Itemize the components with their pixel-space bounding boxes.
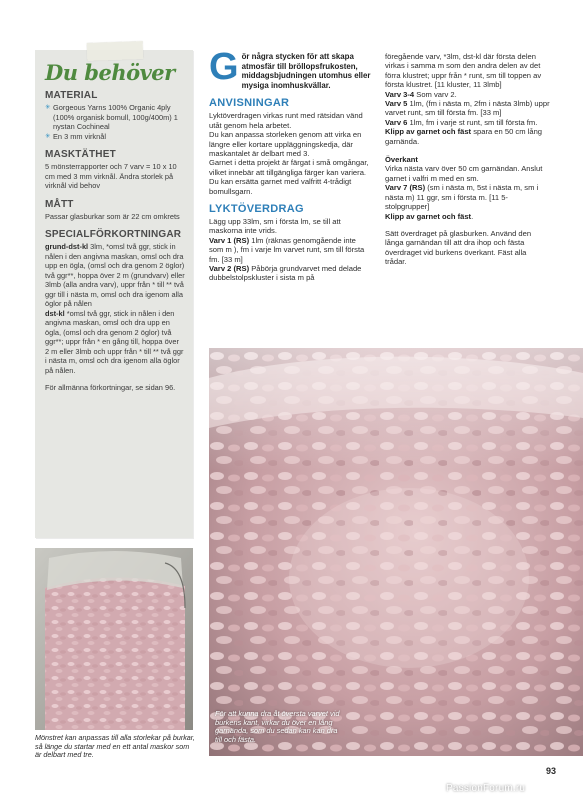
row-label: Varv 7 (RS) [385,183,426,193]
top-edge-heading: Överkant [385,155,418,165]
step-label: Klipp av garnet och fäst [385,211,472,221]
row-label: Varv 2 (RS) [209,264,250,274]
middle-column [209,46,371,283]
gauge-text: 5 mönsterrapporter och 7 varv = 10 x 10 cm med 3 mm virknål. Ändra storlek på virknål vid behov [45,162,177,190]
card-title: Du behöver [45,60,175,85]
term: dst-kl [45,308,65,318]
gauge-heading: MASKTÄTHET [45,149,116,160]
row-6 [385,118,550,127]
special-abbrev-1 [45,242,185,309]
step-label: Klipp av garnet och fäst [385,127,472,137]
fasten-off-1 [385,127,550,146]
tape-decoration [87,41,144,61]
row-text: Påbörja grundvarvet med delade dubbelstolpskluster i sista m på [209,264,362,283]
right-column [385,52,550,267]
term: grund-dst-kl [45,242,89,251]
row-text: 1lm, fm i varje st runt, sm till första fm. [407,117,538,127]
finishing-text: Sätt överdraget på glasburken. Använd den långa garnändan till att dra ihop och fästa överdraget vid burkens överkant. Fäst alla trådar. [385,228,532,267]
special-heading: SPECIALFÖRKORTNINGAR [45,229,182,240]
abbrev-reference: För allmänna förkortningar, se sidan 96. [45,383,176,392]
size-text: Passar glasburkar som är 22 cm omkrets [45,211,180,221]
step-text: . [471,211,474,221]
row-3-4 [385,90,550,99]
row-2 [209,264,371,283]
row-label: Varv 6 [385,117,408,127]
cover-heading: LYKTÖVERDRAG [209,203,304,216]
photo-caption: För att kunna dra åt översta varvet vid burkens kant, virkar du över en lång garnända, som du sedan kan kan dra till och fästa. [215,709,340,744]
row-1 [209,236,371,264]
material-item: ✳ En 3 mm virknål [45,132,185,142]
row-text: (sm i nästa m, 5st i nästa m, sm i nästa m) 11 ggr, sm i första m. [11 5-stolpgrupper] [385,183,539,212]
crochet-closeup-image [209,348,583,756]
photo-caption: Mönstret kan anpassas till alla storlekar på burkar, så länge du startar med en ett antal maskor som är delbart med tre. [35,733,195,760]
crochet-jar-photo [35,548,193,730]
material-item: ✳ Gorgeous Yarns 100% Organic 4ply (100% organisk bomull, 100g/400m) 1 nystan Cochineal [45,103,185,132]
page-number: 93 [546,766,557,776]
materials-card [35,50,193,538]
step-text: spara en 50 cm lång garnända. [385,127,543,146]
definition: *omsl två ggr, stick in nålen i den angivna maskan, omsl och dra upp en ögla, (omsl och dra genom 2 öglor) två ggr**; uppr från * en gång till, hoppa över 2 m eller 3lmb och uppr från * till ** två ggr i nästa m, omsl och dra igenom alla öglor på nålen. [45,308,184,375]
size-heading: MÅTT [45,198,74,210]
row-label: Varv 3-4 [385,89,415,99]
row-5 [385,99,550,118]
row-text: 1lm (räknas genomgående inte som m ), fm i varje lm varvet runt, sm till första fm. [33 m] [209,235,365,264]
paragraph: Virka nästa varv över 50 cm garnändan. Anslut garnet i valfri m med en sm. [385,164,543,183]
paragraph: Lägg upp 33lm, sm i första lm, se till att maskorna inte vrids. [209,217,341,236]
instructions-heading: ANVISNINGAR [209,97,290,110]
row-label: Varv 1 (RS) [209,235,250,245]
intro-text: ör några stycken för att skapa atmosfär till bröllopsfrukosten, middagsbjudningen utomhus eller mysiga inomhuskvällar. [241,52,371,90]
material-heading: MATERIAL [45,90,98,101]
definition: 3lm, *omsl två ggr, stick in nålen i den angivna maskan, omsl och dra upp en ögla, (omsl och dra genom 2 öglor) två ggr**, hoppa över 2 m (grundvarv) eller 3lmb (alla andra varv), uppr från * till ** två ggr till i nästa m, omsl och dra igenom alla öglor på nålen [45,242,185,308]
paragraph: Lyktöverdragen virkas runt med rätsidan vänd utåt genom hela arbetet. [209,111,363,130]
watermark: PassionForum.ru [446,783,526,794]
paragraph: Du kan anpassa storleken genom att virka en längre eller kortare uppläggningskedja, där maskantalet är delbart med 3. [209,130,362,158]
row-label: Varv 5 [385,99,408,109]
intro [209,46,371,90]
special-abbrev-2 [45,309,185,376]
row-2-continued: föregående varv, *3lm, dst-kl där första delen virkas i samma m som den andra delen av det förra klustret; uppr från * runt, sm till toppen av första klustret. [11 kluster, 11 3lmb] [385,52,542,90]
row-text: 1lm, (fm i nästa m, 2fm i nästa 3lmb) uppr varvet runt, sm till första fm. [33 m] [385,99,550,118]
dropcap: G [209,46,239,88]
crochet-jar-closeup-photo [209,348,583,756]
row-7 [385,183,550,211]
paragraph: Du kan ersätta garnet med valfritt 4-trådigt bomullsgarn. [209,177,352,196]
paragraph: Garnet i detta projekt är färgat i små omgångar, vilket innebär att tillgängliga färger kan variera. [209,158,369,177]
row-text: Som varv 2. [414,89,457,99]
crochet-jar-image [35,548,193,730]
fasten-off-2 [385,212,550,221]
